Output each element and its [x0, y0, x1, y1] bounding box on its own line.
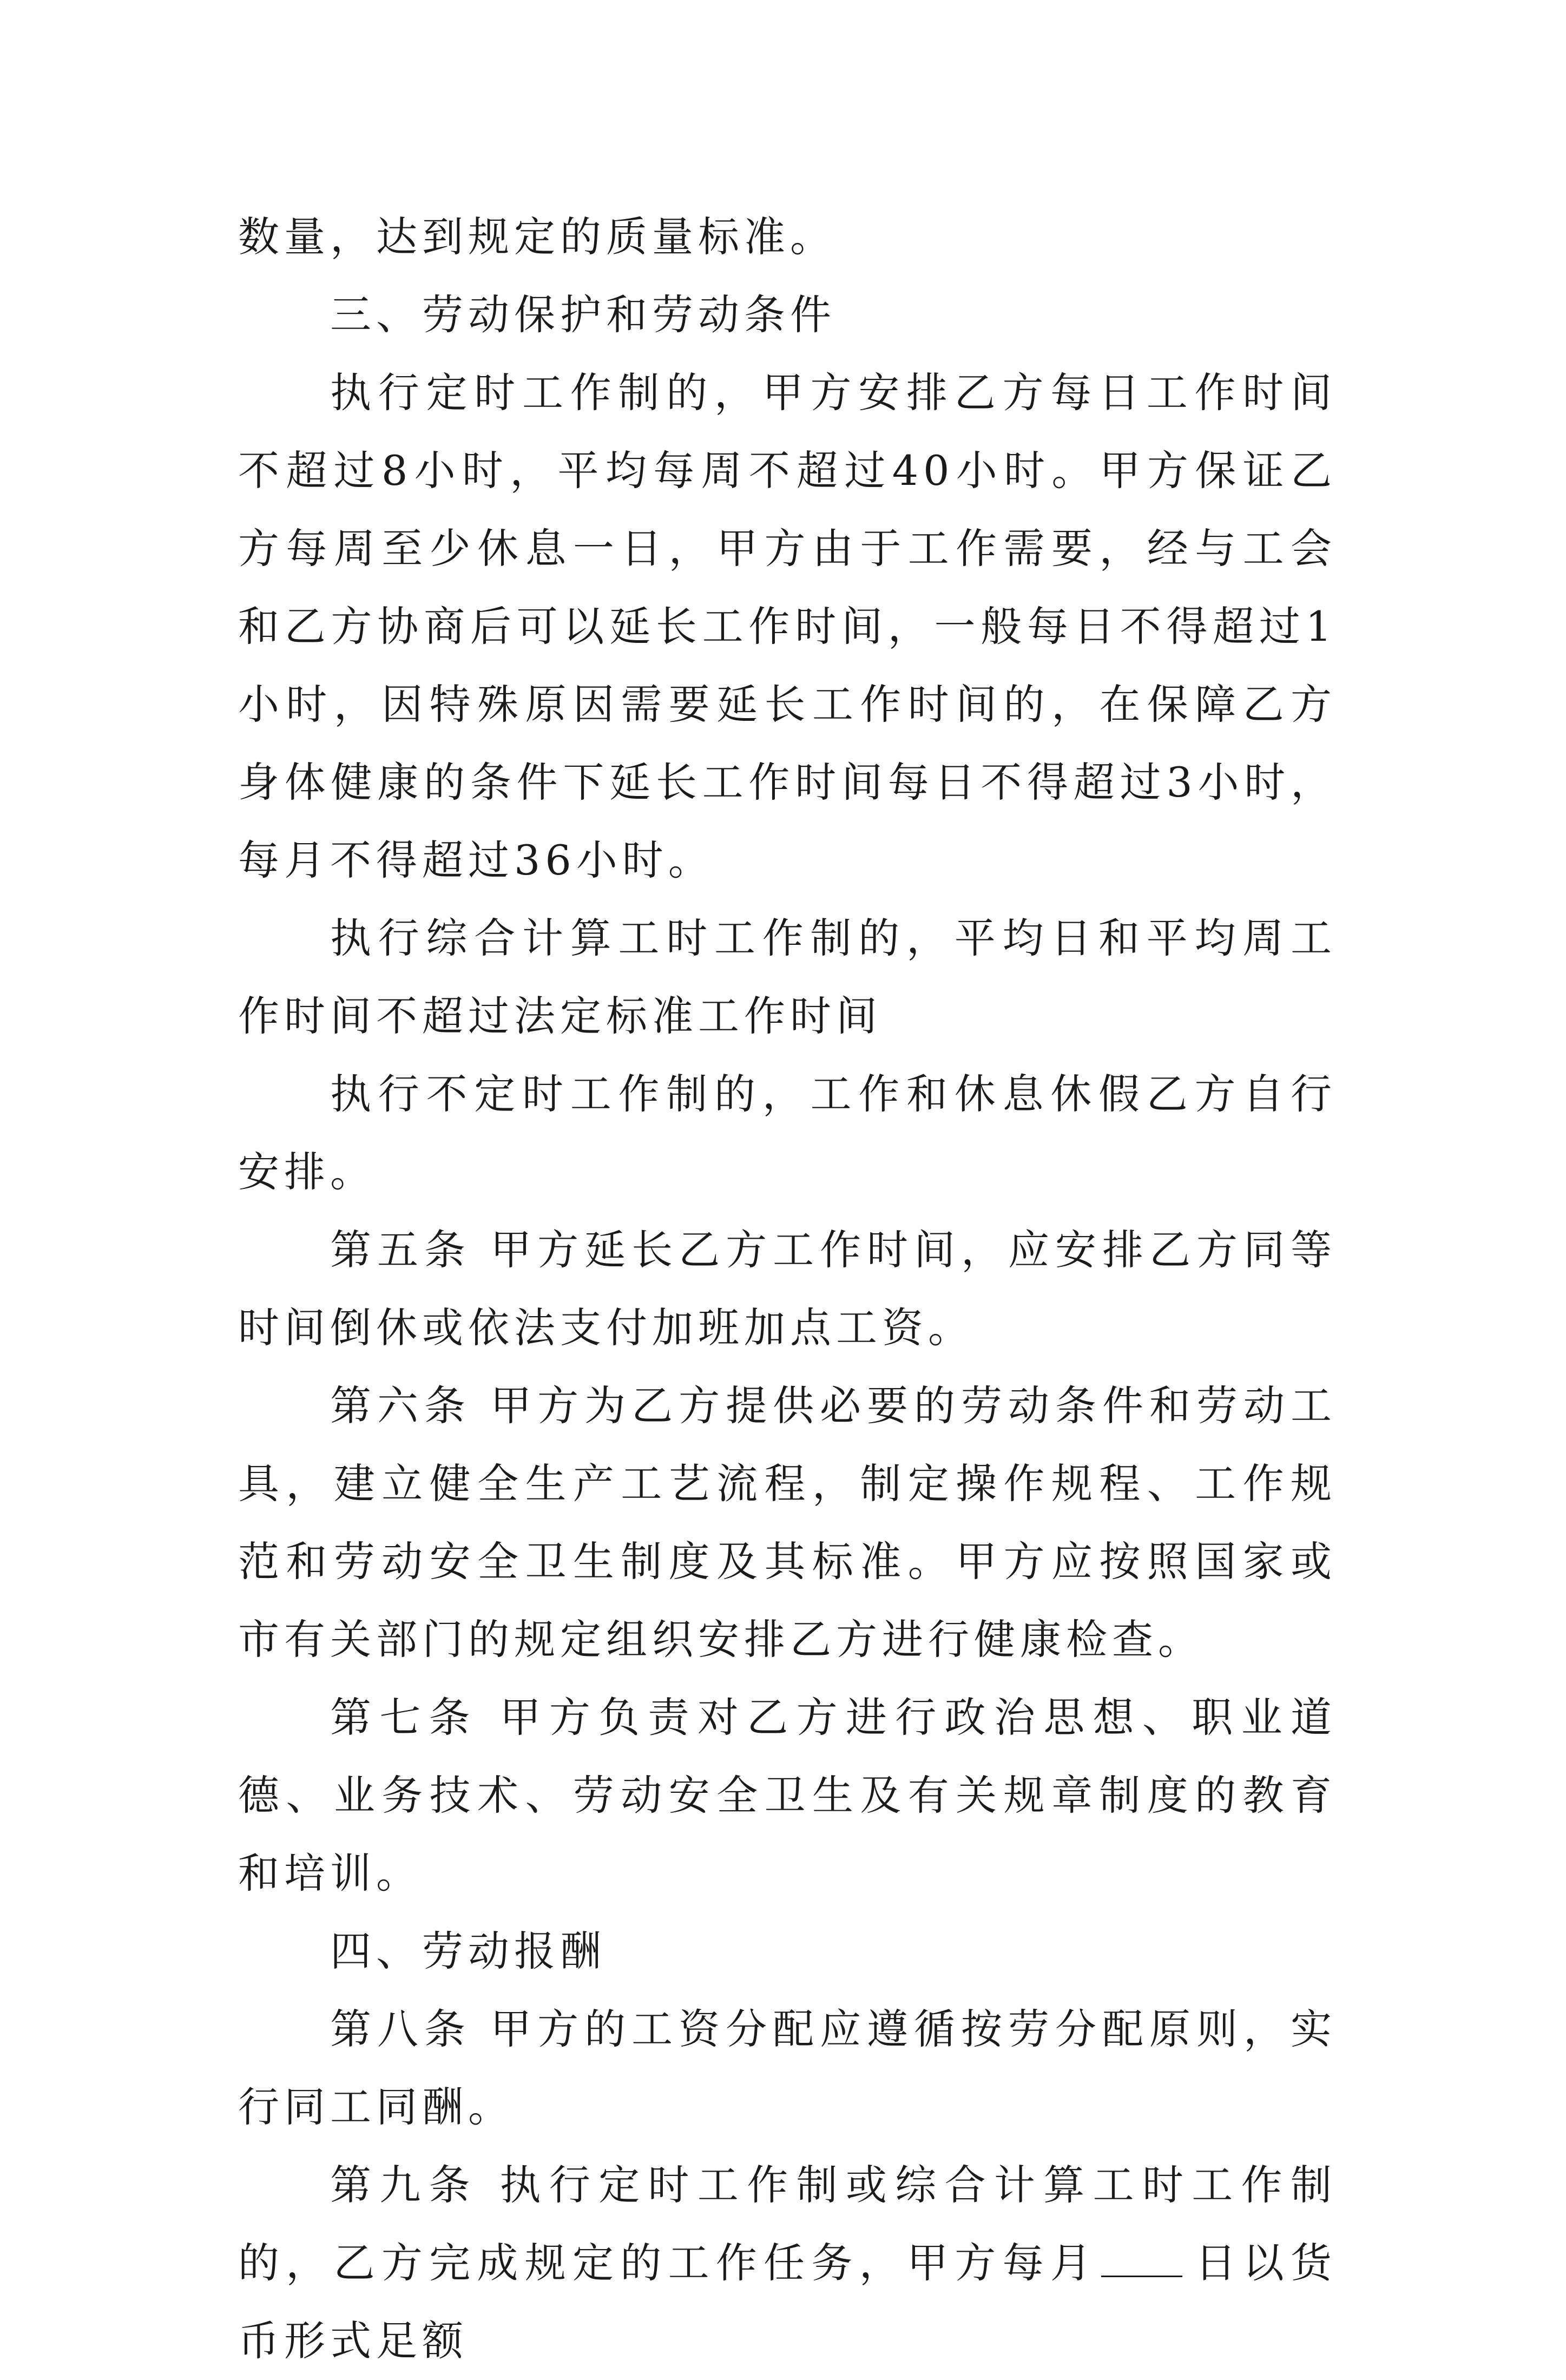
article-seven: 第七条 甲方负责对乙方进行政治思想、职业道德、业务技术、劳动安全卫生及有关规章制度的教育和培训。	[238, 1693, 1337, 1897]
article-five: 第五条 甲方延长乙方工作时间，应安排乙方同等时间倒休或依法支付加班加点工资。	[238, 1226, 1337, 1352]
section-heading-labor-protection: 三、劳动保护和劳动条件	[330, 291, 836, 339]
article-nine-text-before: 第九条 执行定时工作制或综合计算工时工作制的，乙方完成规定的工作任务，甲方每月	[238, 2161, 1337, 2287]
section-heading-remuneration: 四、劳动报酬	[330, 1927, 606, 1975]
article-nine-text-after: 日以货币形式足额	[238, 2239, 1337, 2365]
article-six: 第六条 甲方为乙方提供必要的劳动条件和劳动工具，建立健全生产工艺流程，制定操作规程、工作规范和劳动安全卫生制度及其标准。甲方应按照国家或市有关部门的规定组织安排乙方进行健康检查。	[238, 1382, 1337, 1664]
article-nine	[238, 2146, 1337, 2380]
payday-blank-field	[1101, 2243, 1182, 2277]
paragraph-comprehensive-hours: 执行综合计算工时工作制的，平均日和平均周工作时间不超过法定标准工作时间	[238, 914, 1337, 1040]
paragraph-standard-working-hours: 执行定时工作制的，甲方安排乙方每日工作时间不超过8小时，平均每周不超过40小时。甲方保证乙方每周至少休息一日，甲方由于工作需要，经与工会和乙方协商后可以延长工作时间，一般每日不得超过1小时，因特殊原因需要延长工作时间的，在保障乙方身体健康的条件下延长工作时间每日不得超过3小时，每月不得超过36小时。	[238, 369, 1337, 884]
paragraph-flexible-hours: 执行不定时工作制的，工作和休息休假乙方自行安排。	[238, 1070, 1337, 1196]
contract-body	[238, 198, 1337, 2380]
article-eight: 第八条 甲方的工资分配应遵循按劳分配原则，实行同工同酬。	[238, 2005, 1337, 2131]
paragraph-quality-standard: 数量，达到规定的质量标准。	[238, 213, 836, 261]
